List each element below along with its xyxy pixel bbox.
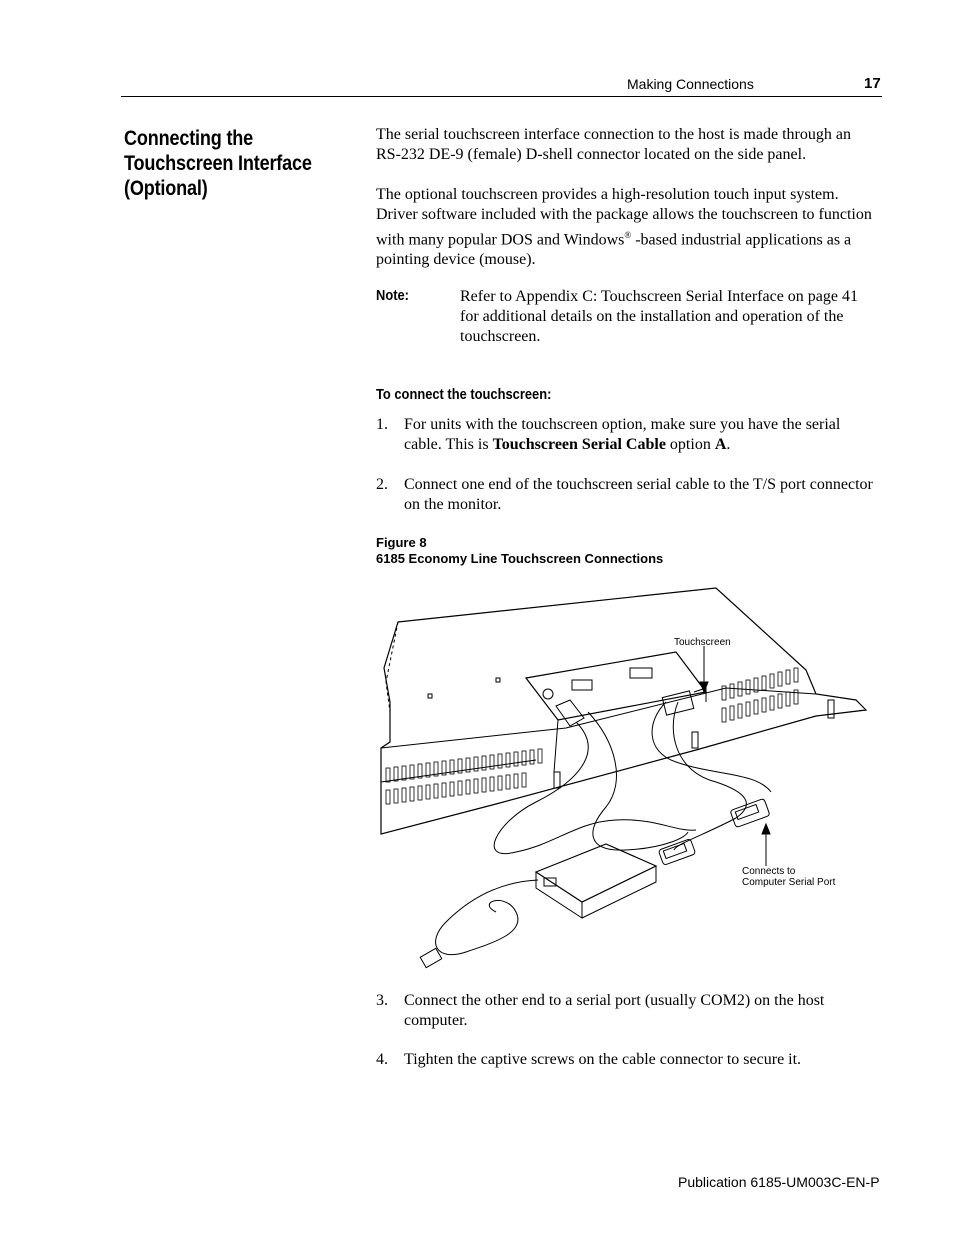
section-heading bbox=[124, 126, 313, 201]
intro-paragraph-2 bbox=[376, 185, 876, 270]
procedure-heading: To connect the touchscreen: bbox=[376, 386, 552, 403]
note-label: Note: bbox=[376, 287, 409, 304]
publication-footer: Publication 6185-UM003C-EN-P bbox=[678, 1174, 880, 1190]
section-heading-line: (Optional) bbox=[124, 177, 208, 200]
section-heading-line: Connecting the bbox=[124, 127, 254, 150]
callout-touchscreen-label: Touchscreen bbox=[674, 637, 731, 648]
connection-illustration bbox=[376, 582, 876, 974]
figure-caption: 6185 Economy Line Touchscreen Connections bbox=[376, 551, 664, 566]
step-number: 2. bbox=[376, 476, 388, 493]
step-text: Connect the other end to a serial port (usually COM2) on the host computer. bbox=[404, 992, 825, 1029]
intro-paragraph-2-text: -based industrial applications as a pointing device (mouse). bbox=[376, 231, 852, 269]
step-text-bold: Touchscreen Serial Cable bbox=[492, 436, 666, 453]
step-number: 1. bbox=[376, 416, 388, 433]
callout-connects-label: Connects to bbox=[742, 866, 796, 877]
intro-paragraph-2-text: The optional touchscreen provides a high-resolution touch input system. Driver software included with the package allows the touchscreen to function with many popular DOS and Windows bbox=[376, 186, 872, 249]
step-text-bold: A bbox=[714, 436, 727, 453]
note-text: Refer to Appendix C: Touchscreen Serial Interface on page 41 for additional details on the installation and operation of the touchscreen. bbox=[460, 288, 858, 345]
section-heading-line: Touchscreen Interface bbox=[124, 152, 312, 175]
figure-number: Figure 8 bbox=[376, 535, 427, 550]
callout-serial-port-label: Computer Serial Port bbox=[742, 877, 836, 888]
step-text-segment: option bbox=[665, 436, 715, 453]
step-text: Connect one end of the touchscreen serial cable to the T/S port connector on the monitor. bbox=[404, 476, 873, 513]
running-header-title: Making Connections bbox=[627, 76, 754, 92]
page-number: 17 bbox=[864, 75, 881, 92]
figure-touchscreen-connections bbox=[376, 582, 876, 974]
step-text-segment: For units with the touchscreen option, make sure you have the serial cable. This is bbox=[404, 416, 841, 453]
step-number: 3. bbox=[376, 992, 388, 1009]
step-number: 4. bbox=[376, 1051, 388, 1068]
step-text-segment: . bbox=[726, 436, 731, 453]
header-rule bbox=[121, 96, 882, 97]
step-text bbox=[404, 415, 878, 455]
step-text: Tighten the captive screws on the cable connector to secure it. bbox=[404, 1051, 802, 1068]
intro-paragraph-1: The serial touchscreen interface connection to the host is made through an RS-232 DE-9 (female) D-shell connector located on the side panel. bbox=[376, 126, 851, 163]
registered-mark: ® bbox=[624, 230, 632, 240]
